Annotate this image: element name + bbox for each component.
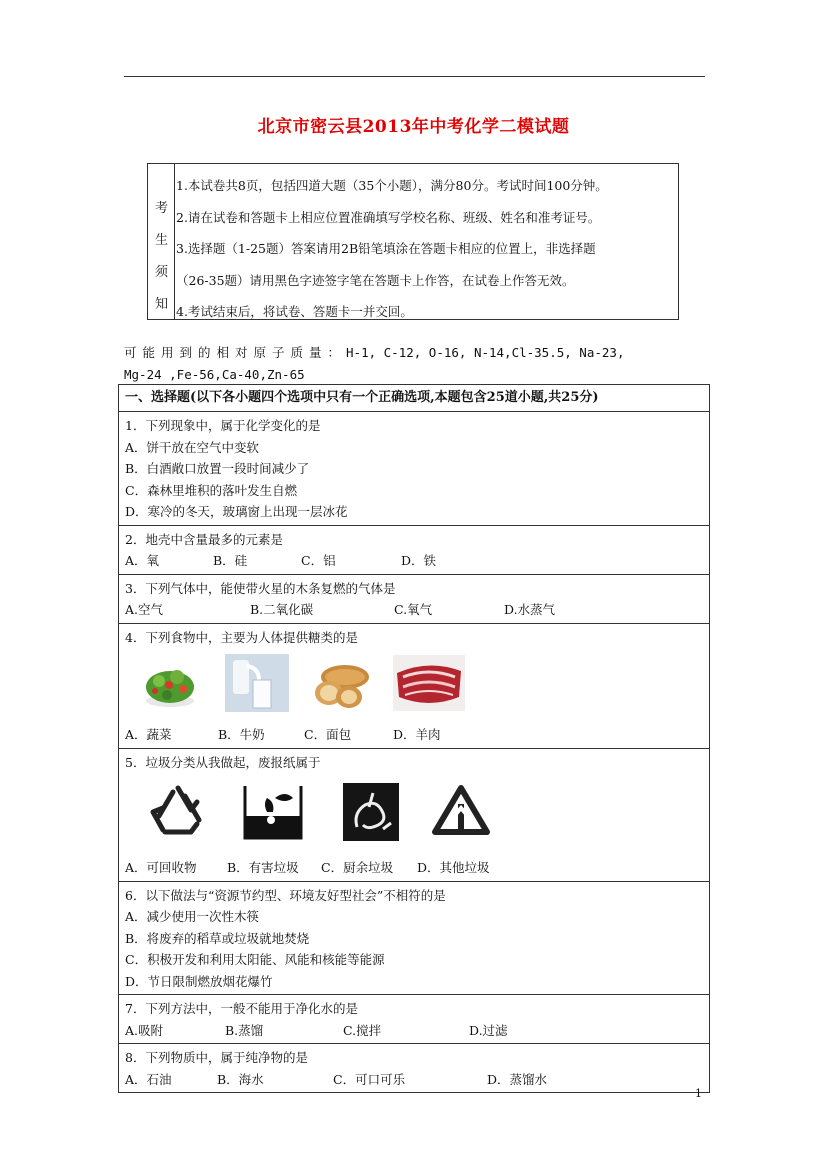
notice-label-char: 考 — [154, 201, 168, 216]
option: C．森林里堆积的落叶发生自燃 — [125, 482, 298, 498]
question-stem: 8．下列物质中，属于纯净物的是 — [125, 1050, 308, 1065]
question-stem: 6．以下做法与“资源节约型、环境友好型社会”不相符的是 — [125, 887, 446, 903]
option: A.空气 — [125, 602, 164, 617]
recycle-icon — [145, 782, 211, 849]
question-7 — [119, 994, 709, 1043]
option: C.搅拌 — [343, 1022, 382, 1038]
atomic-masses-label: 可能用到的相对原子质量： — [124, 345, 347, 360]
option: B．有害垃圾 — [227, 860, 299, 875]
option: B.二氧化碳 — [250, 602, 314, 617]
question-2 — [119, 525, 709, 574]
option: B．白酒敞口放置一段时间减少了 — [125, 461, 310, 476]
header-rule — [124, 76, 705, 77]
page-title: 北京市密云县2013年中考化学二模试题 — [257, 117, 570, 137]
option: C.氧气 — [394, 602, 433, 617]
notice-items — [176, 170, 676, 328]
question-stem: 3．下列气体中，能使带火星的木条复燃的气体是 — [125, 580, 396, 596]
question-5 — [119, 748, 709, 881]
option: D．羊肉 — [393, 727, 441, 742]
option: A．蔬菜 — [125, 727, 172, 742]
question-1 — [119, 411, 709, 525]
option: C．厨余垃圾 — [321, 860, 394, 875]
section-heading: 一、选择题(以下各小题四个选项中只有一个正确选项,本题包含25道小题,共25分) — [125, 390, 599, 405]
option: C．积极开发和利用太阳能、风能和核能等能源 — [125, 952, 385, 967]
notice-item: 4.考试结束后，将试卷、答题卡一并交回。 — [176, 304, 413, 319]
milk-image — [225, 654, 289, 719]
option: B．将废弃的稻草或垃圾就地焚烧 — [125, 930, 310, 946]
option: A．氧 — [125, 553, 160, 568]
option: C．面包 — [304, 727, 352, 742]
notice-label — [148, 164, 175, 319]
option: A.吸附 — [125, 1022, 164, 1038]
option: A．石油 — [125, 1071, 172, 1087]
question-8 — [119, 1043, 709, 1092]
question-stem: 7．下列方法中，一般不能用于净化水的是 — [125, 1001, 358, 1016]
notice-item: 3.选择题（1-25题）答案请用2B铅笔填涂在答题卡相应的位置上，非选择题 — [176, 241, 596, 256]
waste-sign-images — [125, 773, 709, 857]
option: B．硅 — [213, 553, 248, 568]
question-4 — [119, 623, 709, 748]
atomic-masses-line2: Mg-24 ,Fe-56,Ca-40,Zn-65 — [124, 367, 305, 382]
atomic-masses — [124, 342, 704, 386]
option: C．铝 — [301, 553, 336, 568]
question-6 — [119, 881, 709, 995]
questions-table — [118, 384, 710, 1093]
candidate-notice-box — [147, 163, 679, 320]
option: D．蒸馏水 — [487, 1071, 548, 1087]
lamb-image — [393, 655, 465, 718]
question-stem: 4．下列食物中，主要为人体提供糖类的是 — [125, 629, 358, 645]
option: B．牛奶 — [218, 727, 265, 742]
notice-label-char: 知 — [154, 297, 168, 312]
option: D.过滤 — [469, 1022, 508, 1038]
notice-item: 2.请在试卷和答题卡上相应位置准确填写学校名称、班级、姓名和准考证号。 — [176, 209, 601, 225]
food-images — [125, 648, 709, 724]
option: D．铁 — [401, 553, 437, 568]
option: D．其他垃圾 — [417, 860, 490, 875]
notice-item: （26-35题）请用黑色字迹签字笔在答题卡上作答，在试卷上作答无效。 — [176, 272, 575, 288]
notice-label-char: 生 — [154, 233, 168, 248]
option: D.水蒸气 — [504, 602, 556, 617]
hazardous-waste-icon — [241, 782, 305, 849]
option: B.蒸馏 — [225, 1022, 264, 1038]
bread-image — [311, 655, 373, 718]
question-stem: 2．地壳中含量最多的元素是 — [125, 531, 283, 547]
other-waste-icon — [429, 782, 493, 849]
kitchen-waste-icon — [343, 783, 399, 848]
question-3 — [119, 574, 709, 623]
option: B．海水 — [217, 1071, 264, 1087]
notice-item: 1.本试卷共8页，包括四道大题（35个小题），满分80分。考试时间100分钟。 — [176, 178, 608, 193]
option: A．可回收物 — [125, 860, 197, 875]
atomic-masses-line1: H-1, C-12, O-16, N-14,Cl-35.5, Na-23, — [346, 345, 625, 360]
question-stem: 1．下列现象中，属于化学变化的是 — [125, 418, 321, 433]
option: D．节日限制燃放烟花爆竹 — [125, 973, 273, 989]
notice-label-char: 须 — [154, 265, 168, 280]
question-stem: 5．垃圾分类从我做起，废报纸属于 — [125, 754, 321, 770]
page-number: 1 — [695, 1087, 702, 1100]
option: A．饼干放在空气中变软 — [125, 439, 260, 455]
salad-image — [139, 655, 201, 718]
option: D．寒冷的冬天，玻璃窗上出现一层冰花 — [125, 504, 348, 519]
option: A．减少使用一次性木筷 — [125, 909, 260, 924]
option: C．可口可乐 — [333, 1071, 406, 1087]
